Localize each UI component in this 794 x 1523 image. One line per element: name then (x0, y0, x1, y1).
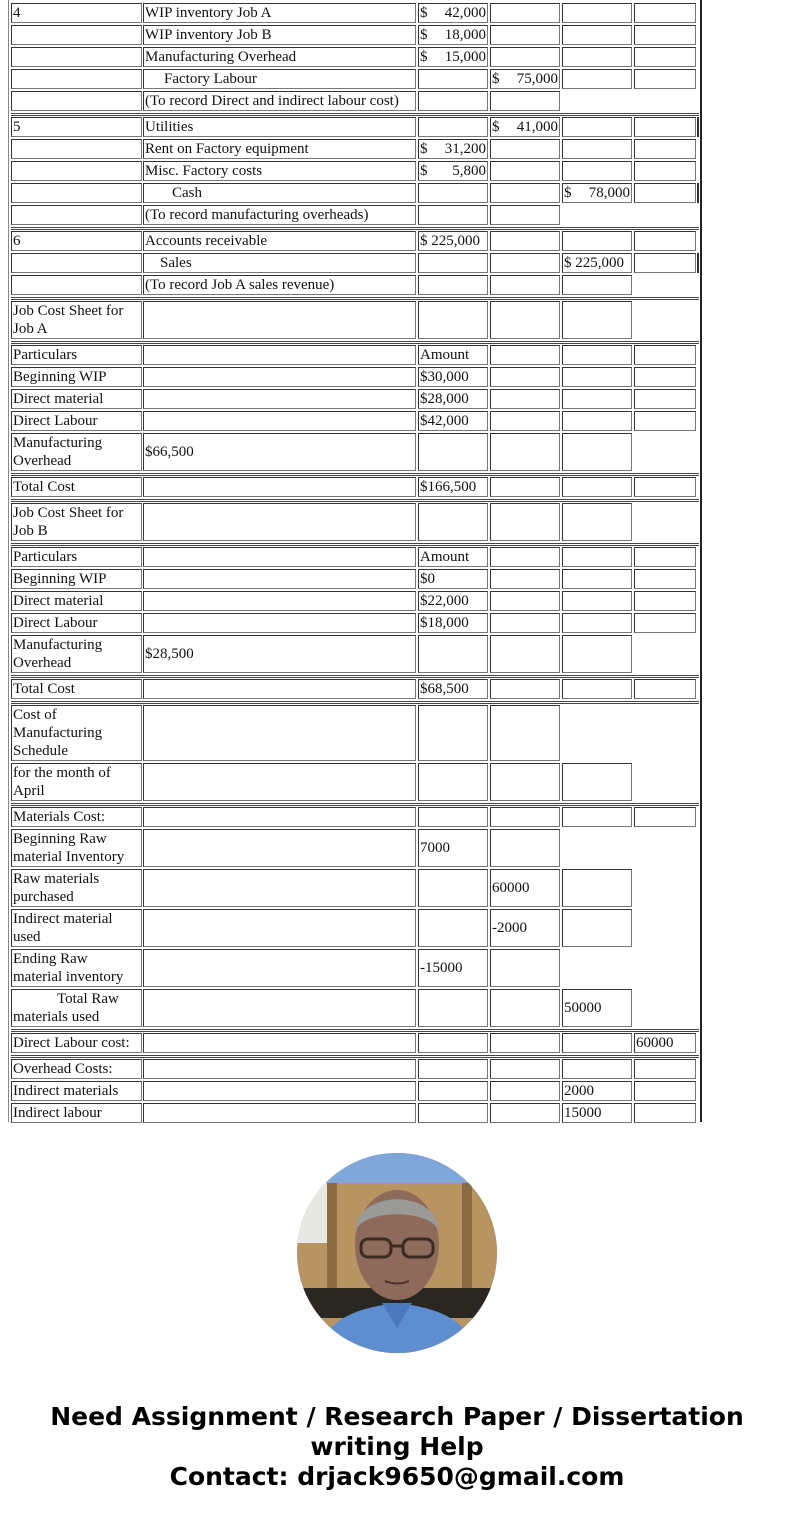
empty-cell (143, 301, 416, 339)
empty-cell (490, 1059, 560, 1079)
empty-cell (490, 91, 560, 111)
empty-cell (562, 547, 632, 567)
debit-amount: $ 18,000 (420, 27, 486, 43)
row-divider (11, 473, 699, 476)
schedule-label: Indirect materials (11, 1081, 142, 1101)
empty-cell (490, 183, 560, 203)
overhead-amount: $28,500 (143, 635, 416, 673)
empty-cell (562, 635, 632, 673)
empty-cell (490, 949, 560, 987)
empty-cell (634, 47, 696, 67)
empty-cell (634, 807, 696, 827)
cost-label: Manufacturing Overhead (11, 635, 142, 673)
empty-cell (490, 3, 560, 23)
empty-cell (562, 1033, 632, 1053)
cost-amount: $18,000 (418, 613, 488, 633)
empty-cell (634, 117, 696, 137)
cost-label: Direct material (11, 591, 142, 611)
cost-amount: $28,000 (418, 389, 488, 409)
narration: (To record manufacturing overheads) (143, 205, 416, 225)
empty-cell (634, 231, 696, 251)
banner-contact-email[interactable]: Contact: drjack9650@gmail.com (169, 1462, 625, 1491)
account-name: Misc. Factory costs (143, 161, 416, 181)
empty-cell (143, 829, 416, 867)
empty-cell (634, 3, 696, 23)
debit-amount: $ 5,800 (420, 163, 486, 179)
empty-cell (634, 1103, 696, 1123)
schedule-value: 15000 (562, 1103, 632, 1123)
account-name: WIP inventory Job A (143, 3, 416, 23)
empty-cell (11, 139, 142, 159)
empty-cell (490, 231, 560, 251)
empty-cell (634, 389, 696, 409)
cell-edge (697, 253, 699, 273)
debit-amount: $ 15,000 (420, 49, 486, 65)
empty-cell (490, 547, 560, 567)
empty-cell (562, 613, 632, 633)
empty-cell (562, 231, 632, 251)
row-divider (11, 341, 699, 344)
narration: (To record Job A sales revenue) (143, 275, 416, 295)
empty-cell (11, 275, 142, 295)
banner-line-1: Need Assignment / Research Paper / Dissertation (50, 1402, 744, 1431)
empty-cell (490, 205, 560, 225)
empty-cell (562, 69, 632, 89)
schedule-label: Indirect material used (11, 909, 142, 947)
empty-cell (418, 69, 488, 89)
empty-cell (490, 367, 560, 387)
schedule-value: 50000 (562, 989, 632, 1027)
empty-cell (490, 139, 560, 159)
empty-cell (490, 433, 560, 471)
empty-cell (490, 503, 560, 541)
empty-cell (11, 25, 142, 45)
row-divider (11, 499, 699, 502)
empty-cell (143, 591, 416, 611)
schedule-label: Indirect labour (11, 1103, 142, 1123)
empty-cell (490, 253, 560, 273)
cost-amount: $22,000 (418, 591, 488, 611)
empty-cell (143, 1103, 416, 1123)
empty-cell (490, 1081, 560, 1101)
column-header-amount: Amount (418, 547, 488, 567)
credit-amount: $ 41,000 (492, 119, 558, 135)
empty-cell (418, 869, 488, 907)
empty-cell (143, 1059, 416, 1079)
cost-label: Beginning WIP (11, 367, 142, 387)
empty-cell (634, 253, 696, 273)
entry-number: 6 (11, 231, 142, 251)
schedule-label: Ending Raw material inventory (11, 949, 142, 987)
empty-cell (562, 301, 632, 339)
empty-cell (490, 1033, 560, 1053)
empty-cell (418, 909, 488, 947)
cost-label: Direct Labour (11, 411, 142, 431)
empty-cell (418, 763, 488, 801)
empty-cell (490, 275, 560, 295)
account-name: Accounts receivable (143, 231, 416, 251)
overhead-header: Overhead Costs: (11, 1059, 142, 1079)
row-divider (11, 701, 699, 704)
empty-cell (418, 117, 488, 137)
cost-label: Manufacturing Overhead (11, 433, 142, 471)
empty-cell (418, 807, 488, 827)
empty-cell (562, 679, 632, 699)
empty-cell (11, 205, 142, 225)
cost-amount: $30,000 (418, 367, 488, 387)
job-a-title: Job Cost Sheet for Job A (11, 301, 142, 339)
empty-cell (11, 69, 142, 89)
empty-cell (143, 477, 416, 497)
empty-cell (490, 613, 560, 633)
empty-cell (634, 411, 696, 431)
row-divider (11, 543, 699, 546)
column-header-particulars: Particulars (11, 345, 142, 365)
author-avatar (297, 1153, 497, 1353)
empty-cell (418, 253, 488, 273)
empty-cell (143, 547, 416, 567)
schedule-value: -2000 (490, 909, 560, 947)
banner-line-2: writing Help (310, 1432, 484, 1461)
empty-cell (634, 679, 696, 699)
empty-cell (634, 591, 696, 611)
empty-cell (418, 705, 488, 761)
empty-cell (634, 25, 696, 45)
empty-cell (418, 301, 488, 339)
empty-cell (143, 1081, 416, 1101)
empty-cell (490, 763, 560, 801)
schedule-value: 7000 (418, 829, 488, 867)
row-divider (11, 113, 699, 116)
empty-cell (11, 47, 142, 67)
entry-number: 4 (11, 3, 142, 23)
empty-cell (11, 183, 142, 203)
empty-cell (562, 389, 632, 409)
credit-amount: $ 225,000 (562, 253, 632, 273)
schedule-label: Raw materials purchased (11, 869, 142, 907)
empty-cell (490, 569, 560, 589)
schedule-subtitle: for the month of April (11, 763, 142, 801)
empty-cell (634, 1059, 696, 1079)
empty-cell (418, 183, 488, 203)
empty-cell (143, 503, 416, 541)
empty-cell (562, 275, 632, 295)
empty-cell (143, 613, 416, 633)
narration: (To record Direct and indirect labour cost) (143, 91, 416, 111)
empty-cell (11, 253, 142, 273)
person-portrait-icon (297, 1153, 497, 1353)
empty-cell (418, 635, 488, 673)
empty-cell (634, 477, 696, 497)
schedule-label: Direct Labour cost: (11, 1033, 142, 1053)
empty-cell (418, 1103, 488, 1123)
empty-cell (562, 139, 632, 159)
empty-cell (562, 47, 632, 67)
empty-cell (562, 477, 632, 497)
schedule-title: Cost of Manufacturing Schedule (11, 705, 142, 761)
empty-cell (418, 1081, 488, 1101)
empty-cell (143, 949, 416, 987)
empty-cell (143, 1033, 416, 1053)
empty-cell (490, 807, 560, 827)
empty-cell (143, 909, 416, 947)
debit-amount: $ 225,000 (418, 231, 488, 251)
empty-cell (418, 205, 488, 225)
empty-cell (418, 275, 488, 295)
empty-cell (490, 679, 560, 699)
empty-cell (490, 1103, 560, 1123)
empty-cell (562, 807, 632, 827)
empty-cell (562, 569, 632, 589)
empty-cell (11, 91, 142, 111)
account-name: Utilities (143, 117, 416, 137)
cost-amount: $0 (418, 569, 488, 589)
empty-cell (143, 389, 416, 409)
credit-amount: $ 78,000 (564, 185, 630, 201)
row-divider (11, 1029, 699, 1032)
empty-cell (490, 411, 560, 431)
cost-label: Beginning WIP (11, 569, 142, 589)
debit-amount: $ 42,000 (420, 5, 486, 21)
empty-cell (418, 433, 488, 471)
empty-cell (143, 705, 416, 761)
credit-amount: $ 75,000 (492, 71, 558, 87)
account-name: Cash (143, 183, 416, 203)
total-label: Total Cost (11, 477, 142, 497)
empty-cell (562, 3, 632, 23)
empty-cell (562, 367, 632, 387)
schedule-value: 2000 (562, 1081, 632, 1101)
empty-cell (490, 161, 560, 181)
cell-edge (697, 183, 699, 203)
empty-cell (562, 1059, 632, 1079)
account-name: Factory Labour (143, 69, 416, 89)
empty-cell (490, 389, 560, 409)
empty-cell (490, 989, 560, 1027)
total-amount: $166,500 (418, 477, 488, 497)
empty-cell (562, 411, 632, 431)
column-header-particulars: Particulars (11, 547, 142, 567)
empty-cell (418, 503, 488, 541)
empty-cell (634, 161, 696, 181)
schedule-value: 60000 (490, 869, 560, 907)
empty-cell (418, 1033, 488, 1053)
empty-cell (143, 869, 416, 907)
entry-number: 5 (11, 117, 142, 137)
empty-cell (143, 679, 416, 699)
schedule-value: -15000 (418, 949, 488, 987)
total-amount: $68,500 (418, 679, 488, 699)
empty-cell (143, 989, 416, 1027)
empty-cell (143, 345, 416, 365)
row-divider (11, 227, 699, 230)
empty-cell (562, 503, 632, 541)
overhead-amount: $66,500 (143, 433, 416, 471)
empty-cell (634, 367, 696, 387)
column-header-amount: Amount (418, 345, 488, 365)
empty-cell (562, 345, 632, 365)
empty-cell (490, 829, 560, 867)
materials-header: Materials Cost: (11, 807, 142, 827)
job-b-title: Job Cost Sheet for Job B (11, 503, 142, 541)
empty-cell (562, 591, 632, 611)
empty-cell (490, 345, 560, 365)
empty-cell (418, 91, 488, 111)
empty-cell (634, 139, 696, 159)
empty-cell (634, 547, 696, 567)
empty-cell (490, 47, 560, 67)
row-divider (11, 1055, 699, 1058)
empty-cell (634, 183, 696, 203)
empty-cell (634, 1081, 696, 1101)
row-divider (11, 803, 699, 806)
cost-label: Direct Labour (11, 613, 142, 633)
empty-cell (562, 25, 632, 45)
account-name: Sales (143, 253, 416, 273)
empty-cell (143, 411, 416, 431)
schedule-value: 60000 (634, 1033, 696, 1053)
total-label: Total Cost (11, 679, 142, 699)
empty-cell (562, 433, 632, 471)
empty-cell (143, 569, 416, 589)
account-name: Manufacturing Overhead (143, 47, 416, 67)
empty-cell (418, 989, 488, 1027)
cell-edge (697, 117, 699, 137)
empty-cell (490, 591, 560, 611)
schedule-label: Beginning Raw material Inventory (11, 829, 142, 867)
cost-label: Direct material (11, 389, 142, 409)
empty-cell (143, 807, 416, 827)
empty-cell (490, 705, 560, 761)
empty-cell (634, 569, 696, 589)
row-divider (11, 675, 699, 678)
cost-amount: $42,000 (418, 411, 488, 431)
empty-cell (143, 367, 416, 387)
empty-cell (562, 869, 632, 907)
empty-cell (634, 345, 696, 365)
empty-cell (562, 763, 632, 801)
empty-cell (490, 25, 560, 45)
contact-banner (0, 1402, 794, 1492)
empty-cell (562, 161, 632, 181)
empty-cell (418, 1059, 488, 1079)
empty-cell (11, 161, 142, 181)
empty-cell (634, 69, 696, 89)
empty-cell (490, 301, 560, 339)
empty-cell (562, 909, 632, 947)
row-divider (11, 297, 699, 300)
empty-cell (143, 763, 416, 801)
empty-cell (490, 635, 560, 673)
debit-amount: $ 31,200 (420, 141, 486, 157)
empty-cell (490, 477, 560, 497)
empty-cell (562, 117, 632, 137)
empty-cell (634, 613, 696, 633)
account-name: Rent on Factory equipment (143, 139, 416, 159)
schedule-label: Total Raw materials used (11, 989, 142, 1027)
account-name: WIP inventory Job B (143, 25, 416, 45)
